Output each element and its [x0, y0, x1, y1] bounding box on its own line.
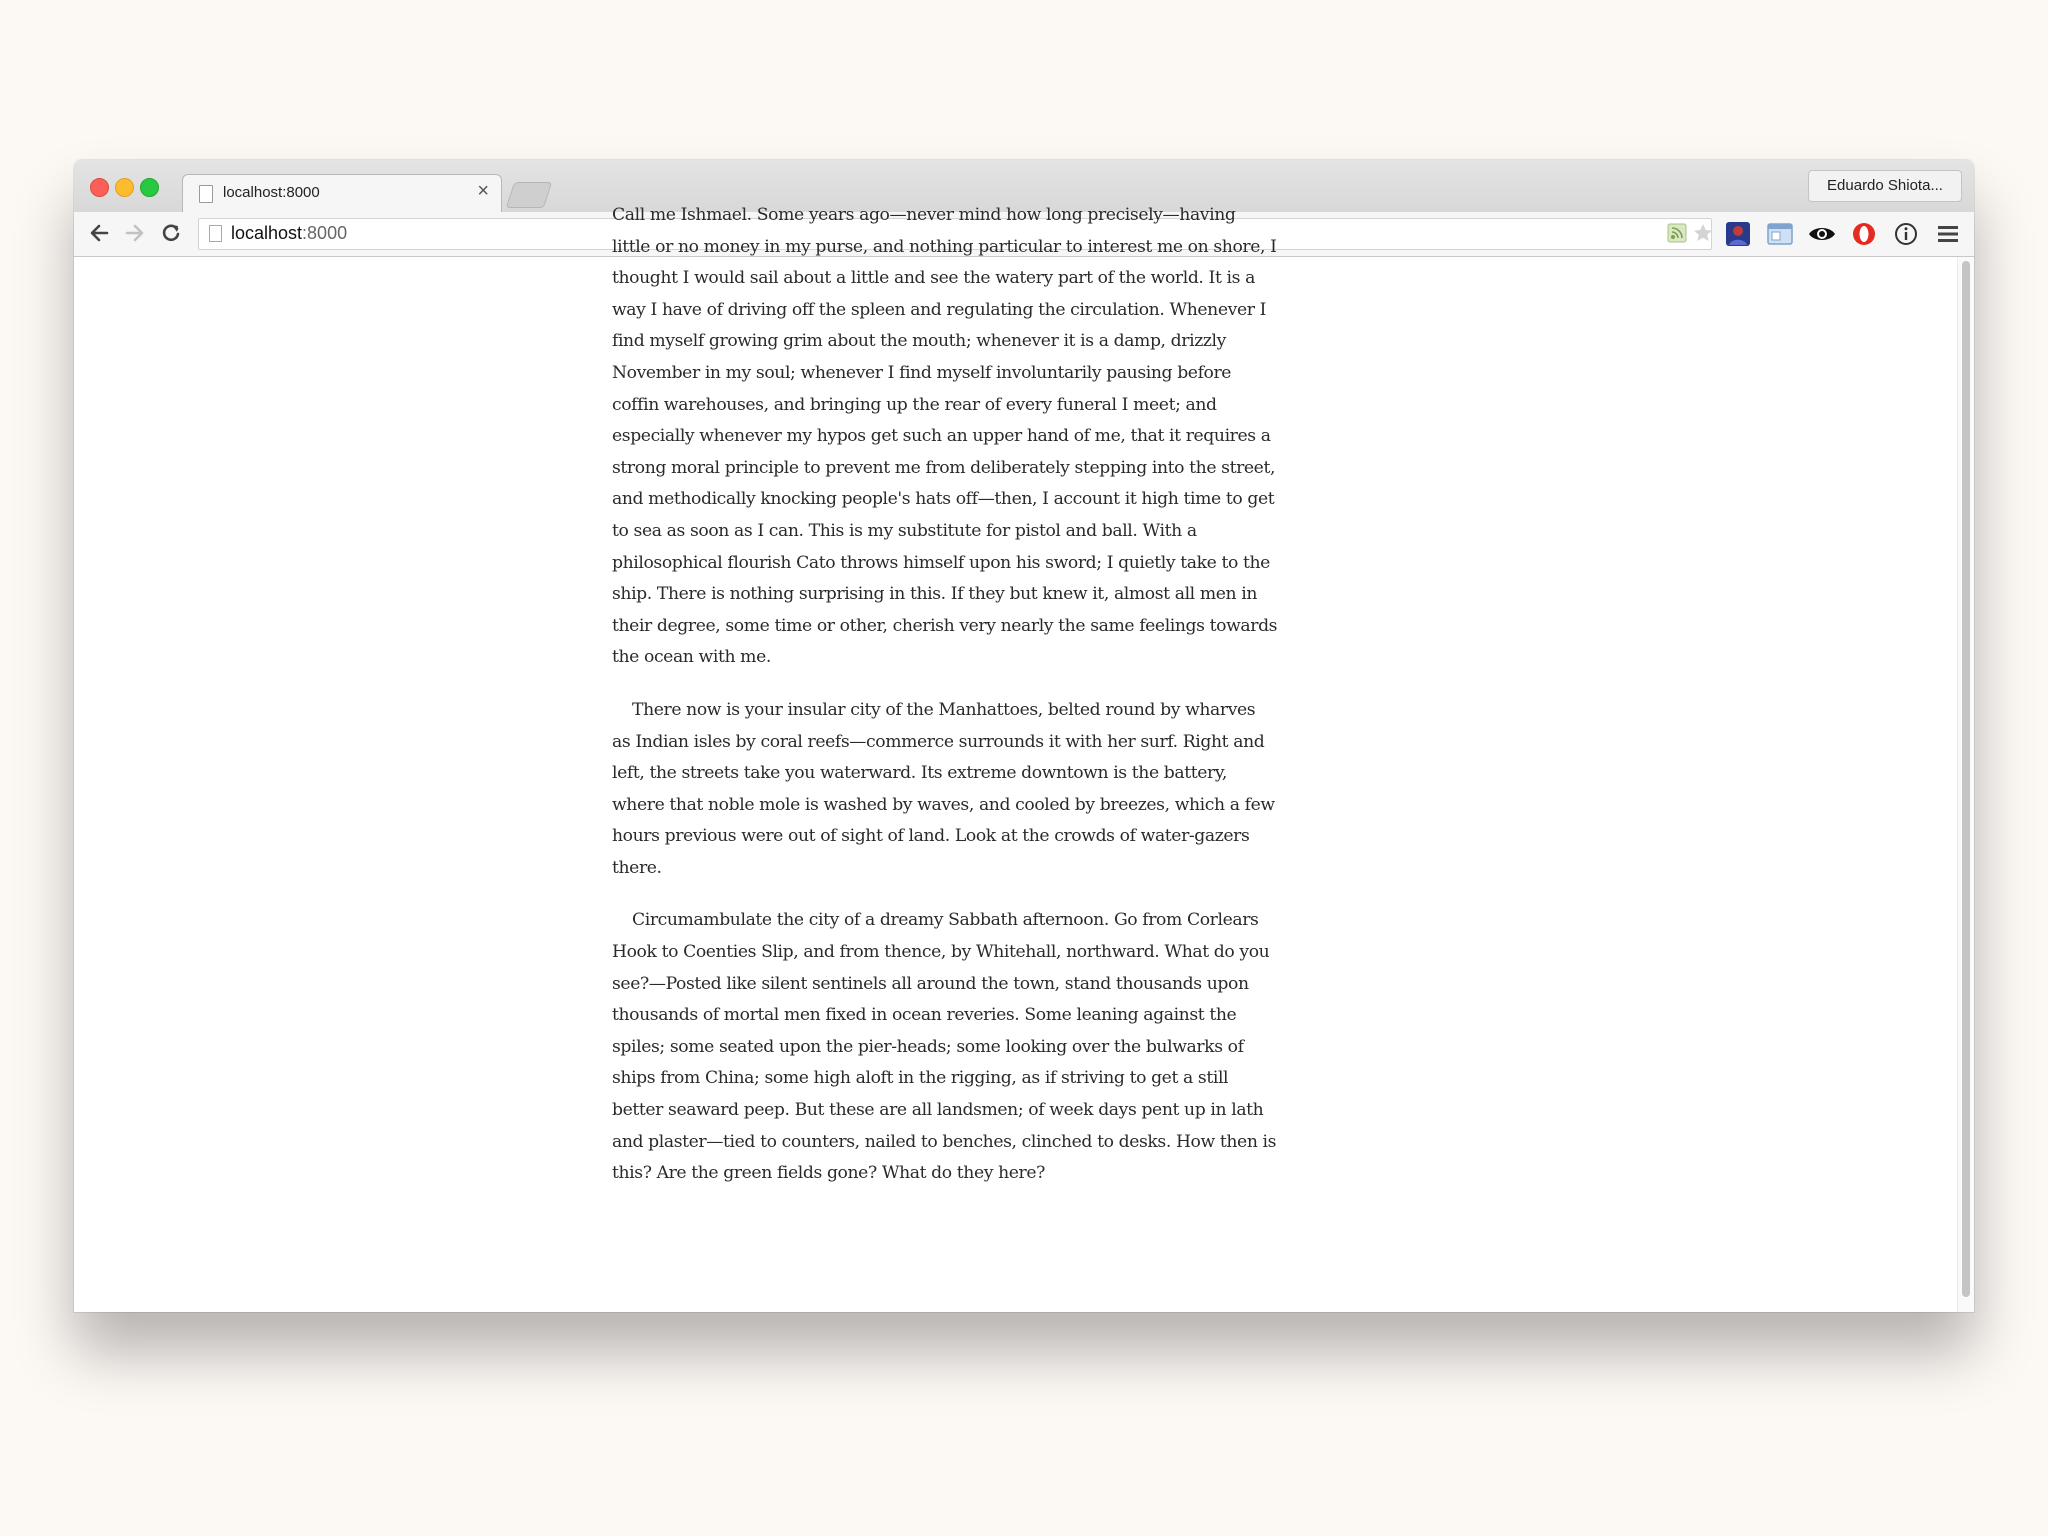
reload-icon[interactable] — [156, 218, 186, 248]
paragraph-2: There now is your insular city of the Manhattoes, belted round by wharves as Indian isles by coral reefs—commerce surrounds it with her surf. Right and left, the streets take you waterward. Its extreme downtown is the battery, where that noble mole is washed by waves, and cooled by breezes, which a few hours previous were out of sight of land. Look at the crowds of water-gazers there. — [612, 699, 1275, 878]
eye-icon[interactable] — [1808, 220, 1836, 248]
new-tab-button[interactable] — [506, 182, 552, 208]
forward-arrow-icon[interactable] — [120, 218, 150, 248]
info-icon[interactable] — [1892, 220, 1920, 248]
menu-icon[interactable] — [1934, 220, 1962, 248]
profile-button[interactable]: Eduardo Shiota... — [1808, 170, 1962, 202]
star-icon[interactable] — [1689, 219, 1717, 247]
close-window-button[interactable] — [90, 178, 109, 197]
url-port: :8000 — [302, 223, 348, 243]
article — [612, 200, 1278, 1211]
vertical-scrollbar[interactable] — [1957, 257, 1974, 1312]
page-icon — [209, 225, 222, 242]
paragraph-3: Circumambulate the city of a dreamy Sabbath afternoon. Go from Corlears Hook to Coenties Slip, and from thence, by Whitehall, northward. What do you see?—Posted like silent sentinels all around the town, stand thousands upon thousands of mortal men fixed in ocean reveries. Some leaning against the spiles; some seated upon the pier-heads; some looking over the bulwarks of ships from China; some high aloft in the rigging, as if striving to get a still better seaward peep. But these are all landsmen; of week days pent up in lath and plaster—tied to counters, nailed to benches, clinched to desks. How then is this? Are the green fields gone? What do they here? — [612, 910, 1277, 1184]
tab-localhost[interactable] — [182, 174, 502, 213]
page-icon — [199, 185, 213, 203]
back-arrow-icon[interactable] — [84, 218, 114, 248]
url-host: localhost — [231, 223, 303, 243]
minimize-window-button[interactable] — [115, 178, 134, 197]
paragraph-1: Call me Ishmael. Some years ago—never mind how long precisely—having little or no money in my purse, and nothing particular to interest me on shore, I thought I would sail about a little and see the watery part of the world. It is a way I have of driving off the spleen and regulating the circulation. Whenever I find myself growing grim about the mouth; whenever it is a damp, drizzly November in my soul; whenever I find myself involuntarily pausing before coffin warehouses, and bringing up the rear of every funeral I meet; and especially whenever my hypos get such an upper hand of me, that it requires a strong moral principle to prevent me from deliberately stepping into the street, and methodically knocking people's hats off—then, I account it high time to get to sea as soon as I can. This is my substitute for pistol and ball. With a philosophical flourish Cato throws himself upon his sword; I quietly take to the ship. There is nothing surprising in this. If they but knew it, almost all men in their degree, some time or other, cherish very nearly the same feelings towards the ocean with me. — [612, 205, 1278, 668]
close-icon[interactable]: × — [477, 180, 489, 202]
opera-icon[interactable] — [1850, 220, 1878, 248]
rss-icon[interactable] — [1663, 219, 1691, 247]
avatar-extension-icon[interactable] — [1724, 220, 1752, 248]
tab-title: localhost:8000 — [223, 184, 320, 201]
window-extension-icon[interactable] — [1766, 220, 1794, 248]
scrollbar-thumb[interactable] — [1962, 261, 1970, 1297]
zoom-window-button[interactable] — [140, 178, 159, 197]
url-text[interactable] — [231, 223, 347, 244]
